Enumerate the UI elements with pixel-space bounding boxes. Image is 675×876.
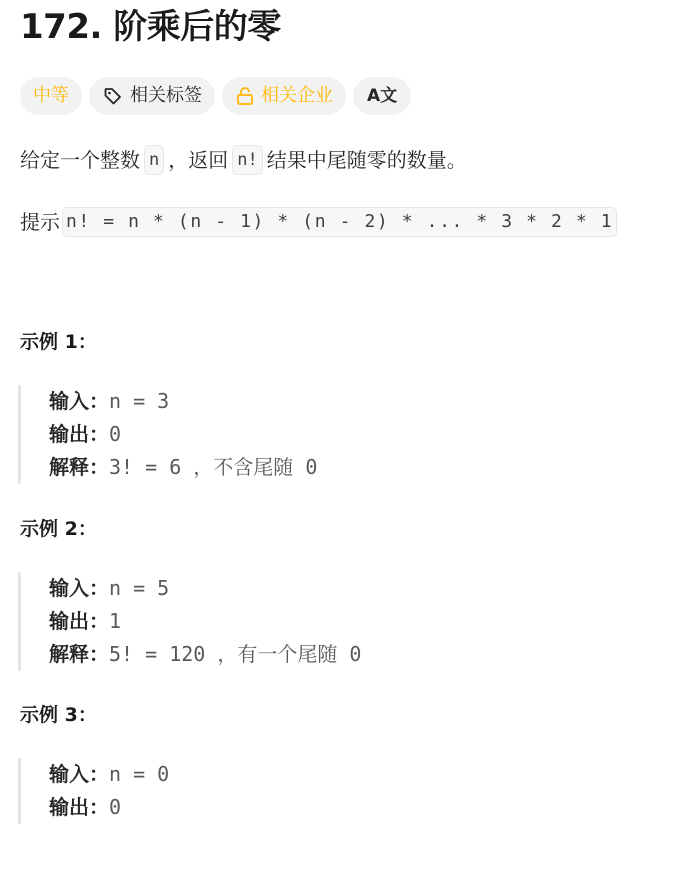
example-explanation	[49, 451, 317, 484]
tag-bar	[20, 77, 411, 115]
example-title: 示例 3：	[20, 704, 97, 726]
example-value: 0	[109, 795, 122, 819]
example-value: 3! = 6 ，不含尾随 0	[109, 455, 318, 479]
example-input	[49, 572, 361, 605]
related-tags-button[interactable]	[89, 77, 215, 115]
example-label: 解释：	[49, 642, 109, 666]
description-text: 给定一个整数	[20, 148, 140, 172]
problem-description	[20, 144, 467, 176]
example-value: n = 0	[109, 762, 170, 786]
example-label: 输出：	[49, 795, 109, 819]
description-text: ，返回	[168, 148, 229, 172]
example-block	[18, 758, 169, 824]
example-value: 0	[109, 422, 122, 446]
difficulty-label: 中等	[33, 85, 69, 106]
example-value: n = 3	[109, 389, 170, 413]
translate-button[interactable]	[353, 77, 411, 115]
example-block	[18, 572, 361, 671]
example-title: 示例 1：	[20, 331, 97, 353]
hint	[20, 206, 621, 238]
example-value: 5! = 120 ，有一个尾随 0	[109, 642, 362, 666]
example-value: n = 5	[109, 576, 170, 600]
difficulty-badge[interactable]	[20, 77, 82, 115]
example-title: 示例 2：	[20, 518, 97, 540]
lock-icon	[236, 86, 254, 106]
example-output	[49, 418, 317, 451]
hint-code: n! = n * (n - 1) * (n - 2) * ... * 3 * 2 * 1	[62, 207, 617, 237]
inline-code: n	[144, 145, 164, 175]
tag-icon	[103, 86, 123, 106]
translate-icon: A文	[367, 86, 398, 106]
related-companies-button[interactable]	[222, 77, 346, 115]
example-label: 输入：	[49, 389, 109, 413]
example-label: 解释：	[49, 455, 109, 479]
example-value: 1	[109, 609, 122, 633]
example-explanation	[49, 638, 361, 671]
related-companies-label: 相关企业	[261, 85, 333, 106]
hint-label: 提示	[20, 210, 60, 234]
example-label: 输入：	[49, 576, 109, 600]
example-input	[49, 758, 169, 791]
example-label: 输出：	[49, 609, 109, 633]
example-output	[49, 791, 169, 824]
example-label: 输入：	[49, 762, 109, 786]
example-output	[49, 605, 361, 638]
example-block	[18, 385, 317, 484]
example-input	[49, 385, 317, 418]
inline-code: n!	[232, 145, 262, 175]
page-title: 172. 阶乘后的零	[20, 7, 281, 47]
description-text: 结果中尾随零的数量。	[266, 148, 467, 172]
related-tags-label: 相关标签	[130, 85, 202, 106]
example-label: 输出：	[49, 422, 109, 446]
